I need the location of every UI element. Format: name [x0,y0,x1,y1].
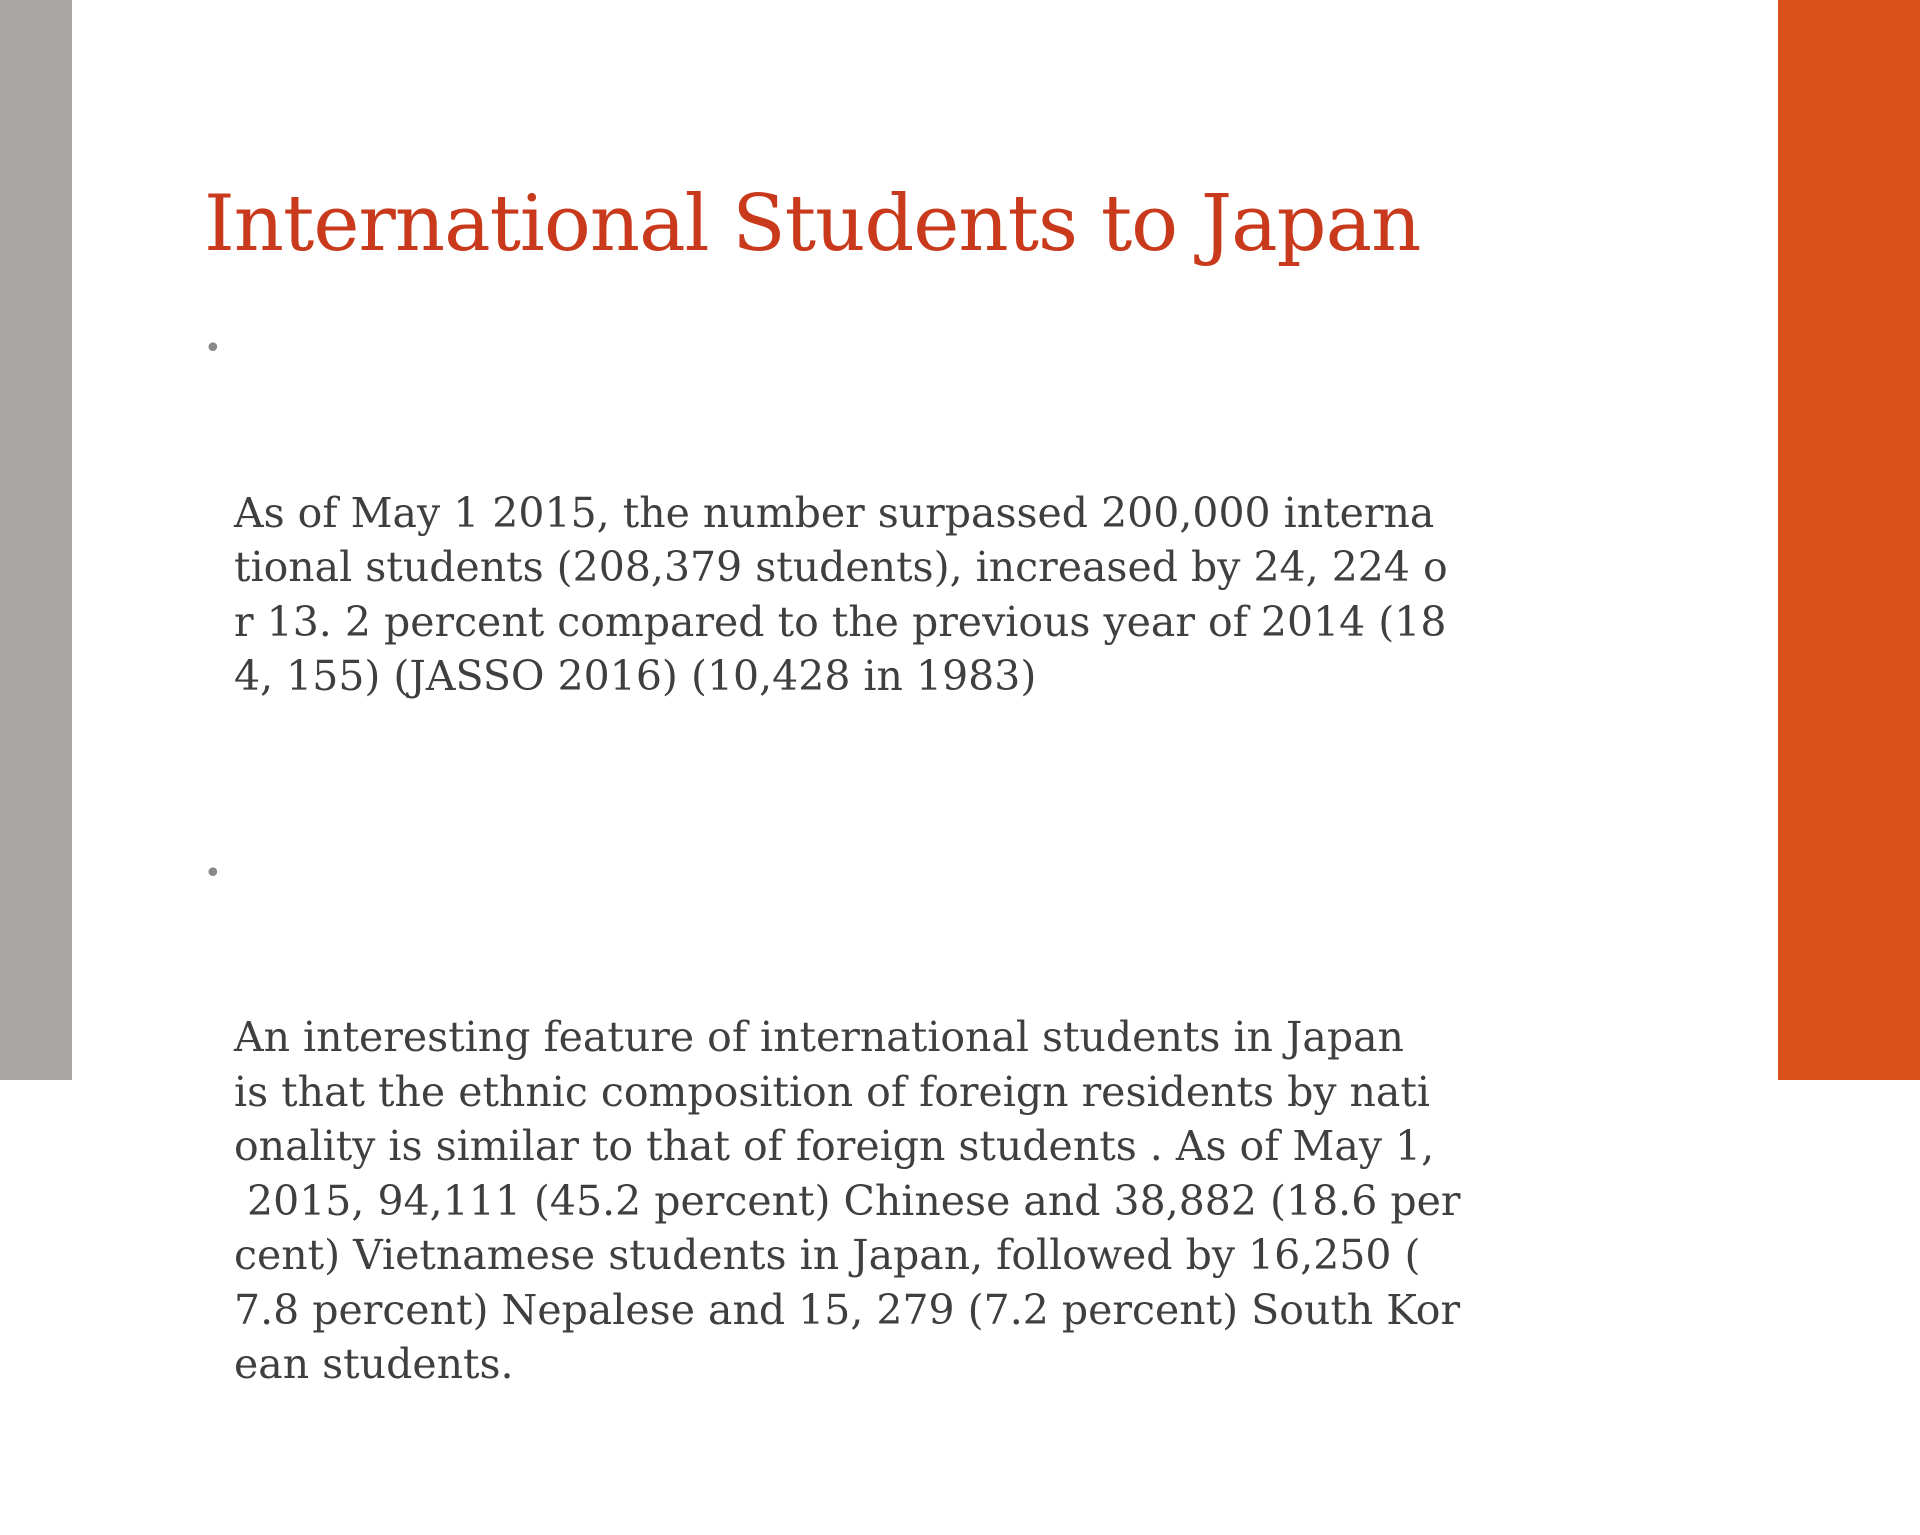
slide-title: International Students to Japan [204,179,1421,269]
bullet-item [204,847,1534,1501]
bullet-dot-icon: • [204,331,222,366]
bullet-text: As of May 1 2015, the number surpassed 200,000 interna tional students (208,379 students), increased by 24, 224 o r 13. 2 percent compared to the previous year of 2014 (18 4, 155) (JASSO 2016) (10,428 in 1983) [234,488,1448,700]
bullet-dot-icon: • [204,855,222,891]
left-accent-bar [0,0,72,1080]
bullet-text: An interesting feature of international students in Japan is that the ethnic composition of foreign residents by nati onality is similar to that of foreign students . As of May 1, 2015, 94,111 (45.2 percent) Chinese and 38,882 (18.6 per cent) Vietnamese students in Japan, followed by 16,250 ( 7.8 percent) Nepalese and 15, 279 (7.2 percent) South Kor ean students. [234,1013,1461,1388]
bullet-list [204,322,1534,1535]
right-accent-bar [1778,0,1920,1080]
bullet-item [204,322,1534,813]
